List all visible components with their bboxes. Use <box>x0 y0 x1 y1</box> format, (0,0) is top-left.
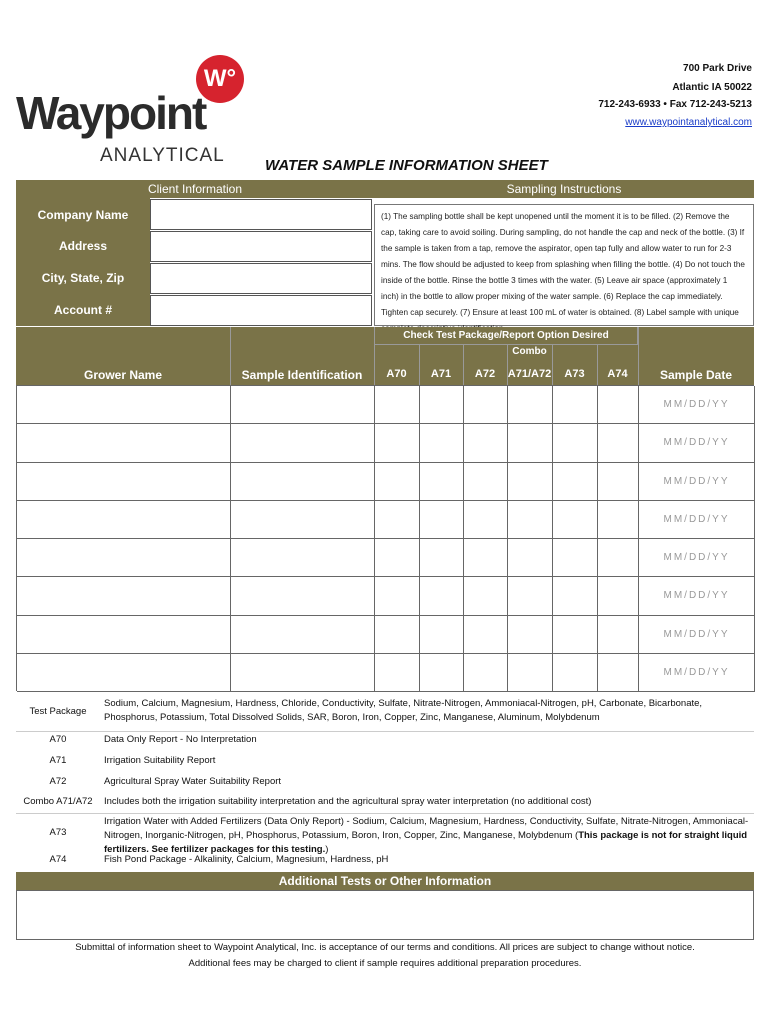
grower-name-cell[interactable] <box>17 616 231 654</box>
header-divider <box>230 327 231 385</box>
header-divider <box>507 345 508 385</box>
legend-divider <box>16 731 754 732</box>
option-checkbox-cell[interactable] <box>508 424 553 462</box>
city-state-zip-label: City, State, Zip <box>41 271 125 285</box>
sample-date-cell[interactable] <box>639 654 755 692</box>
sample-id-cell[interactable] <box>231 386 375 424</box>
option-checkbox-cell[interactable] <box>464 539 508 577</box>
option-checkbox-cell[interactable] <box>553 616 598 654</box>
legend-description: Includes both the irrigation suitability interpretation and the agricultural spray water interpretation (no additional cost) <box>104 796 592 807</box>
sample-id-cell[interactable] <box>231 424 375 462</box>
legend-key: Test Package <box>29 706 87 717</box>
option-checkbox-cell[interactable] <box>375 386 420 424</box>
option-checkbox-cell[interactable] <box>508 539 553 577</box>
option-checkbox-cell[interactable] <box>375 577 420 615</box>
sample-id-header: Sample Identification <box>241 368 363 382</box>
grower-name-header: Grower Name <box>83 368 163 382</box>
sample-date-cell[interactable] <box>639 577 755 615</box>
option-checkbox-cell[interactable] <box>464 463 508 501</box>
legend-key: Combo A71/A72 <box>23 796 93 807</box>
option-checkbox-cell[interactable] <box>375 501 420 539</box>
option-checkbox-cell[interactable] <box>420 539 464 577</box>
option-checkbox-cell[interactable] <box>598 577 639 615</box>
option-checkbox-cell[interactable] <box>598 463 639 501</box>
sample-id-cell[interactable] <box>231 501 375 539</box>
header-divider <box>463 345 464 385</box>
footer <box>0 940 770 972</box>
date-placeholder: MM/DD/YY <box>663 666 730 678</box>
option-checkbox-cell[interactable] <box>420 463 464 501</box>
option-checkbox-cell[interactable] <box>598 539 639 577</box>
legend-divider <box>16 813 754 814</box>
option-checkbox-cell[interactable] <box>375 616 420 654</box>
sample-date-cell[interactable] <box>639 424 755 462</box>
option-header-a73: A73 <box>564 368 585 380</box>
sample-date-cell[interactable] <box>639 501 755 539</box>
address-street: 700 Park Drive <box>683 63 752 74</box>
option-checkbox-cell[interactable] <box>553 654 598 692</box>
sample-id-cell[interactable] <box>231 539 375 577</box>
option-checkbox-cell[interactable] <box>598 386 639 424</box>
legend-key: A74 <box>49 854 67 865</box>
sample-date-cell[interactable] <box>639 539 755 577</box>
legend-description: Irrigation Water with Added Fertilizers (Data Only Report) - Sodium, Calcium, Magnesium, Hardness, Conductivity, Sulfate, Nitrate-Nitrogen, Ammoniacal-Nitrogen, Inorganic-Nitrogen, pH, Phosphorus, Potassium, Boron, Iron, Copper, Zinc, Manganese, Molybdenum (This package is not for straight liquid fertilizers. See fertilizer packages for this testing.) <box>104 816 749 855</box>
sample-id-cell[interactable] <box>231 654 375 692</box>
legend-description: Agricultural Spray Water Suitability Report <box>104 776 282 787</box>
option-checkbox-cell[interactable] <box>553 386 598 424</box>
date-placeholder: MM/DD/YY <box>663 475 730 487</box>
option-checkbox-cell[interactable] <box>375 539 420 577</box>
sample-id-cell[interactable] <box>231 616 375 654</box>
combo-label: Combo <box>512 346 547 357</box>
date-placeholder: MM/DD/YY <box>663 513 730 525</box>
additional-tests-header: Additional Tests or Other Information <box>16 872 754 890</box>
sample-date-header: Sample Date <box>659 368 733 382</box>
option-checkbox-cell[interactable] <box>464 616 508 654</box>
legend-description: Data Only Report - No Interpretation <box>104 734 257 745</box>
option-header-a70: A70 <box>386 368 407 380</box>
option-checkbox-cell[interactable] <box>598 616 639 654</box>
footer-terms: Submittal of information sheet to Waypoint Analytical, Inc. is acceptance of our terms and conditions. All prices are subject to change without notice. <box>75 942 695 953</box>
option-checkbox-cell[interactable] <box>553 501 598 539</box>
page-title: WATER SAMPLE INFORMATION SHEET <box>265 157 548 174</box>
address-city: Atlantic IA 50022 <box>672 82 752 93</box>
option-checkbox-cell[interactable] <box>553 539 598 577</box>
header-divider <box>597 345 598 385</box>
grower-name-cell[interactable] <box>17 463 231 501</box>
date-placeholder: MM/DD/YY <box>663 437 730 449</box>
address-phone: 712-243-6933 • Fax 712-243-5213 <box>598 99 752 110</box>
website-link[interactable]: www.waypointanalytical.com <box>625 117 752 128</box>
grower-name-cell[interactable] <box>17 386 231 424</box>
legend-key: A73 <box>49 827 67 838</box>
company-name-field[interactable] <box>150 199 372 230</box>
fertilizer-warning: This package is not for straight liquid fertilizers. See fertilizer packages for this testing. <box>104 830 748 855</box>
option-checkbox-cell[interactable] <box>420 501 464 539</box>
header-divider <box>638 327 639 385</box>
legend-key: A72 <box>49 776 67 787</box>
grower-name-cell[interactable] <box>17 654 231 692</box>
option-checkbox-cell[interactable] <box>508 501 553 539</box>
footer-fees: Additional fees may be charged to client if sample requires additional preparation procedures. <box>188 958 582 969</box>
option-header-a71: A71 <box>430 368 452 380</box>
option-checkbox-cell[interactable] <box>375 424 420 462</box>
client-info-header: Client Information <box>16 180 374 198</box>
address-label: Address <box>58 239 108 253</box>
option-checkbox-cell[interactable] <box>553 577 598 615</box>
option-header-a71-a72: A71/A72 <box>507 368 552 380</box>
header-divider <box>374 345 375 385</box>
check-package-header: Check Test Package/Report Option Desired <box>374 327 638 345</box>
sampling-instructions-header: Sampling Instructions <box>374 180 754 198</box>
option-checkbox-cell[interactable] <box>553 463 598 501</box>
grower-name-cell[interactable] <box>17 577 231 615</box>
sample-table <box>16 385 754 691</box>
option-checkbox-cell[interactable] <box>553 424 598 462</box>
option-checkbox-cell[interactable] <box>508 654 553 692</box>
option-checkbox-cell[interactable] <box>420 386 464 424</box>
option-checkbox-cell[interactable] <box>420 424 464 462</box>
legend-description: Sodium, Calcium, Magnesium, Hardness, Chloride, Conductivity, Sulfate, Nitrate-Nitrogen, Ammoniacal-Nitrogen, pH, Carbonate, Bicarbonate, Phosphorus, Potassium, Total Dissolved Solids, SAR, Boron, Iron, Copper, Zinc, Manganese, Aluminum, Molybdenum <box>104 698 703 723</box>
option-checkbox-cell[interactable] <box>598 654 639 692</box>
logo-wordmark: Waypoint <box>16 87 206 139</box>
option-checkbox-cell[interactable] <box>464 654 508 692</box>
logo-badge: W° <box>196 55 244 103</box>
logo-subtitle: ANALYTICAL <box>100 145 225 166</box>
date-placeholder: MM/DD/YY <box>663 552 730 564</box>
header-divider <box>552 345 553 385</box>
option-checkbox-cell[interactable] <box>598 501 639 539</box>
option-checkbox-cell[interactable] <box>464 577 508 615</box>
grower-name-cell[interactable] <box>17 424 231 462</box>
date-placeholder: MM/DD/YY <box>663 590 730 602</box>
option-checkbox-cell[interactable] <box>508 577 553 615</box>
option-header-a74: A74 <box>607 368 628 380</box>
option-checkbox-cell[interactable] <box>508 386 553 424</box>
sampling-instructions-text: (1) The sampling bottle shall be kept unopened until the moment it is to be filled. (2) Remove the cap, taking care to avoid soiling. During sampling, do not handle the cap and neck of the bottle. (3) If the sample is taken from a tap, remove the aspirator, open tap fully and allow water to run for 2-3 mins. The flow should be adjusted to keep from splashing when filling the bottle. (4) Do not touch the inside of the bottle. Rinse the bottle 3 times with the water. (5) Leave air space (approximately 1 inch) in the bottle to allow proper mixing of the water sample. (6) Replace the cap immediately. Tighten cap securely. (7) Ensure at least 100 mL of water is obtained. (8) Label sample with unique <box>374 204 754 326</box>
option-checkbox-cell[interactable] <box>420 654 464 692</box>
option-checkbox-cell[interactable] <box>420 616 464 654</box>
option-checkbox-cell[interactable] <box>464 424 508 462</box>
option-checkbox-cell[interactable] <box>598 424 639 462</box>
company-name-label: Company Name <box>37 208 129 222</box>
header-divider <box>419 345 420 385</box>
legend-description: Fish Pond Package - Alkalinity, Calcium, Magnesium, Hardness, pH <box>104 854 389 865</box>
option-checkbox-cell[interactable] <box>420 577 464 615</box>
legend-description: Irrigation Suitability Report <box>104 755 216 766</box>
sample-date-cell[interactable] <box>639 386 755 424</box>
date-placeholder: MM/DD/YY <box>663 399 730 411</box>
address-field[interactable] <box>150 231 372 262</box>
option-checkbox-cell[interactable] <box>464 386 508 424</box>
legend-key: A71 <box>49 755 67 766</box>
grower-name-cell[interactable] <box>17 501 231 539</box>
sample-date-cell[interactable] <box>639 616 755 654</box>
account-field[interactable] <box>150 295 372 326</box>
account-label: Account # <box>53 303 112 317</box>
option-checkbox-cell[interactable] <box>375 654 420 692</box>
option-checkbox-cell[interactable] <box>508 463 553 501</box>
sample-id-cell[interactable] <box>231 463 375 501</box>
sample-date-cell[interactable] <box>639 463 755 501</box>
additional-tests-field[interactable] <box>16 890 754 940</box>
option-checkbox-cell[interactable] <box>375 463 420 501</box>
option-checkbox-cell[interactable] <box>508 616 553 654</box>
option-checkbox-cell[interactable] <box>464 501 508 539</box>
grower-name-cell[interactable] <box>17 539 231 577</box>
sample-id-cell[interactable] <box>231 577 375 615</box>
legend-key: A70 <box>49 734 67 745</box>
city-state-zip-field[interactable] <box>150 263 372 294</box>
option-header-a72: A72 <box>474 368 496 380</box>
date-placeholder: MM/DD/YY <box>663 628 730 640</box>
